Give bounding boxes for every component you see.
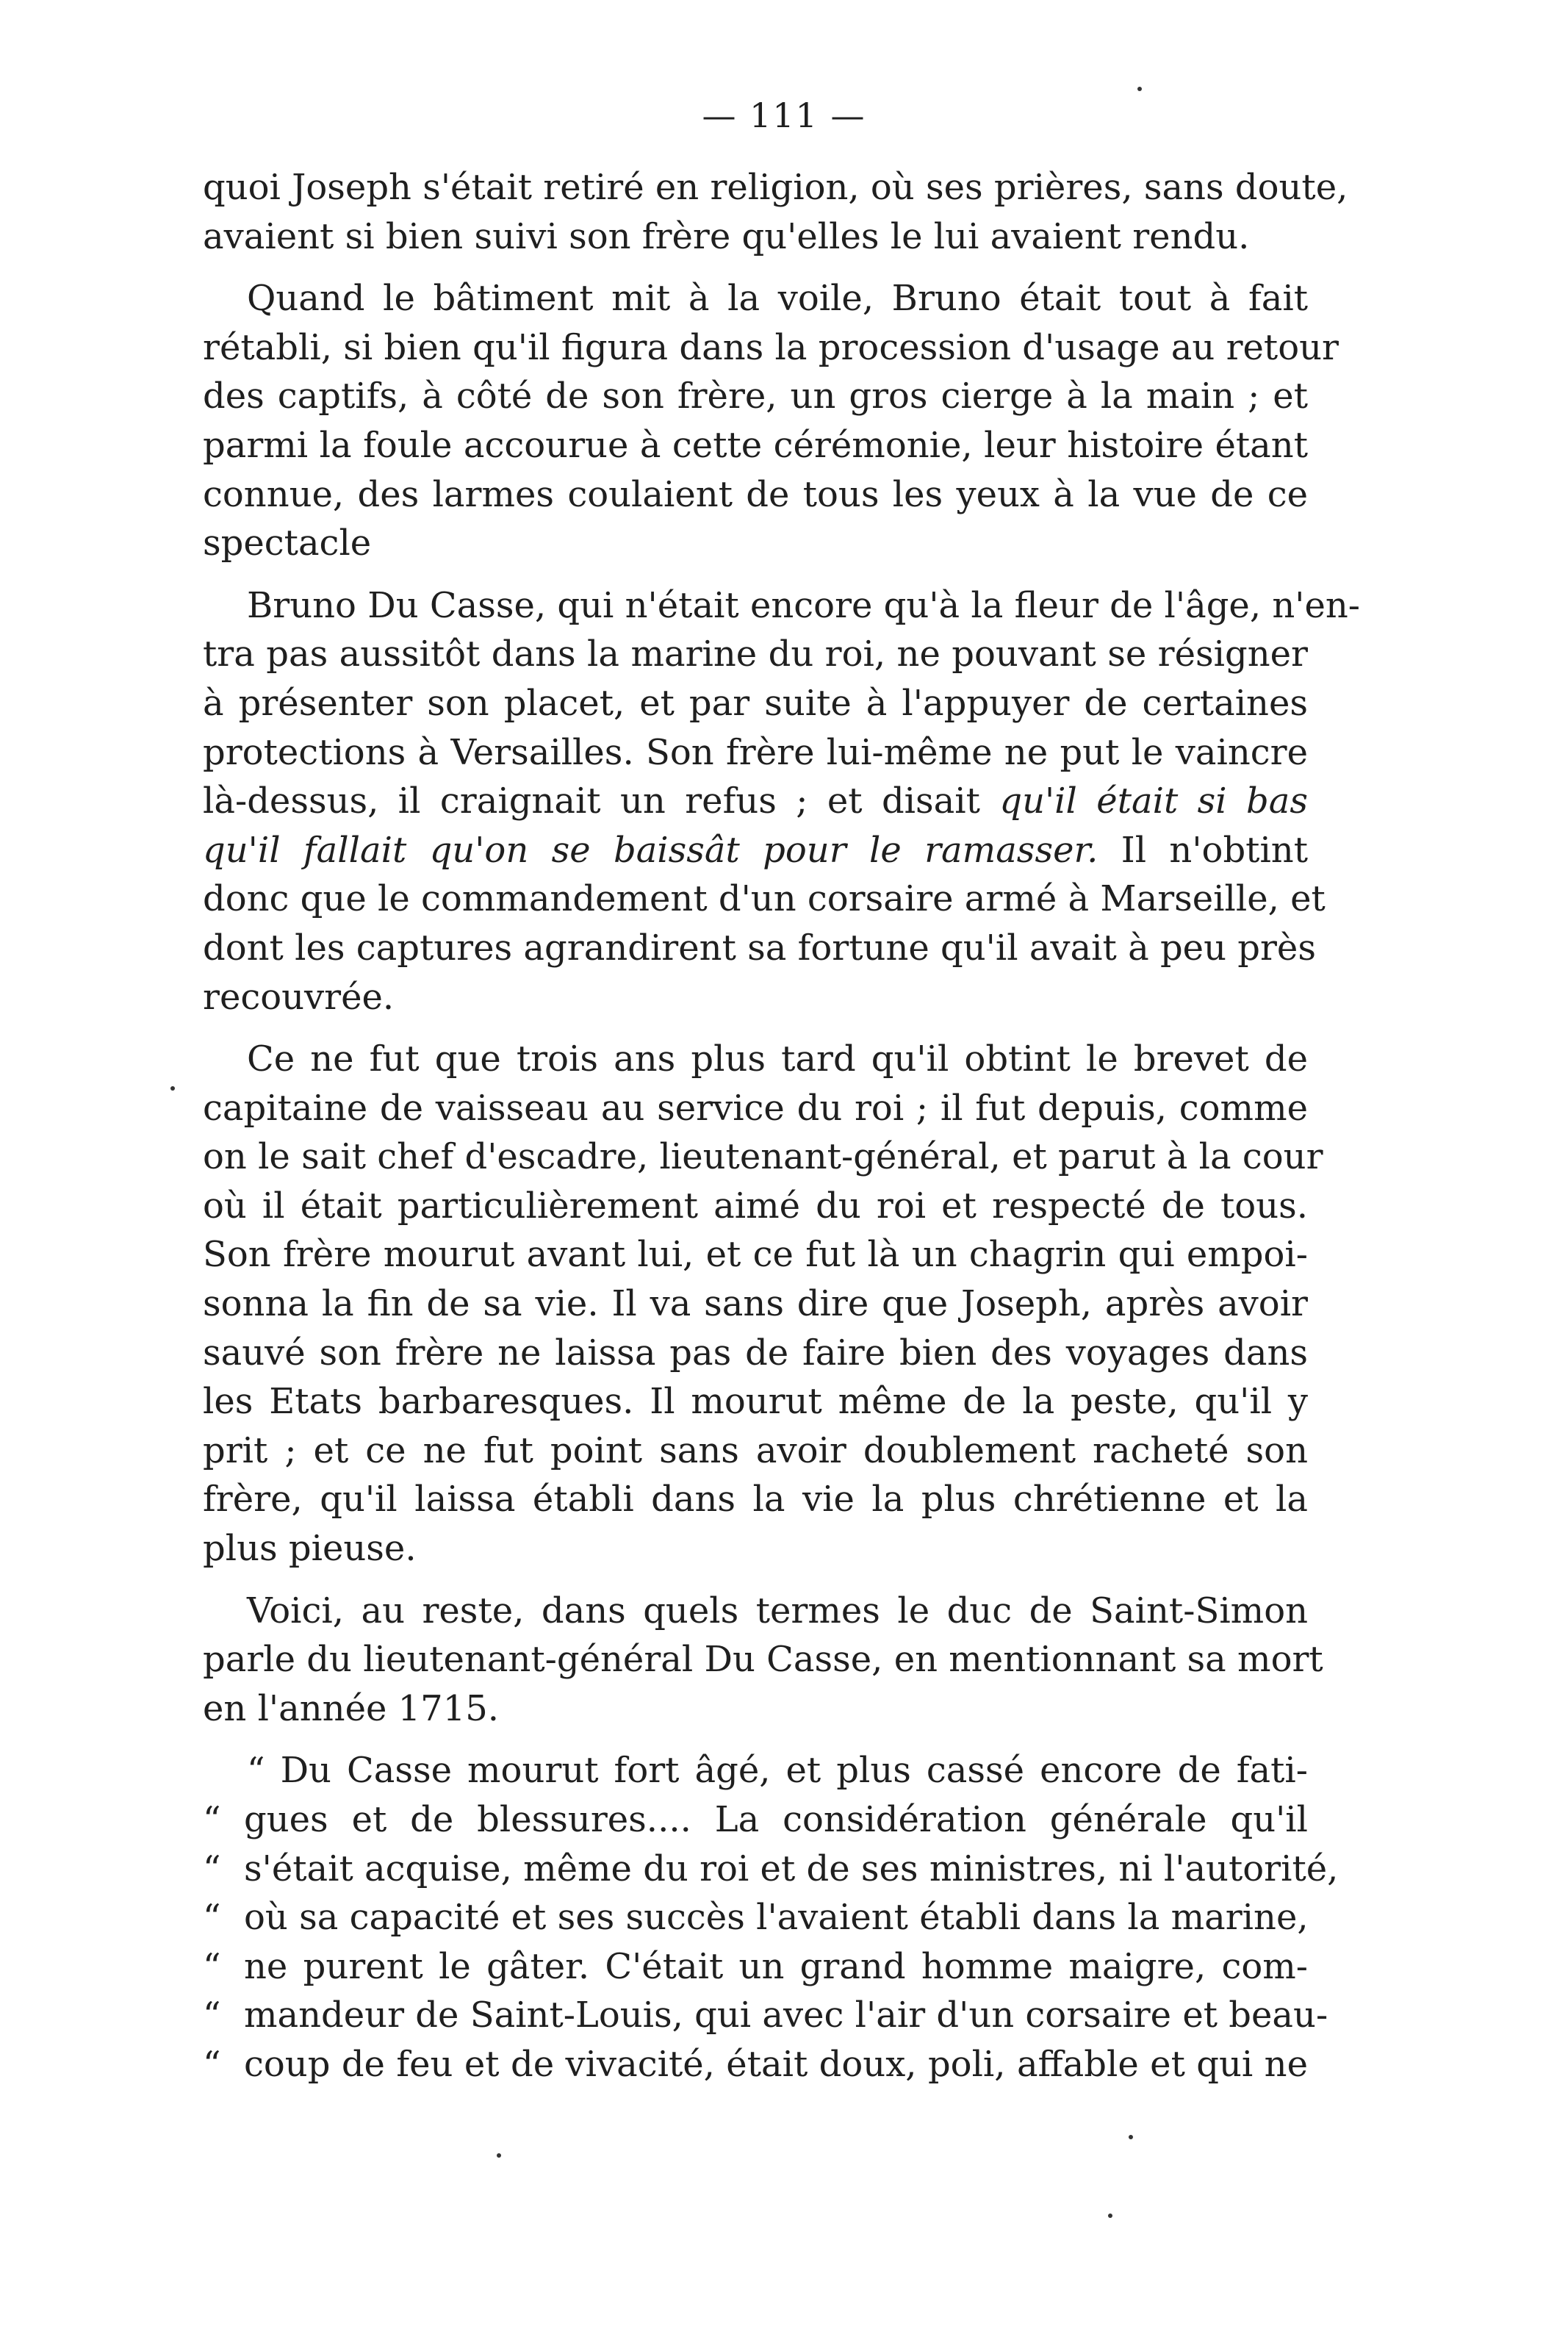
text-line-with-italic	[203, 777, 1308, 826]
quote-text: coup de feu et de vivacité, était doux, poli, affable et qui ne	[244, 2043, 1308, 2085]
quote-line	[203, 1893, 1308, 1942]
quote-mark: “	[203, 1995, 221, 2036]
quote-line	[203, 1845, 1339, 1894]
quote-line	[203, 1991, 1328, 2040]
text-line-with-italic	[203, 826, 1308, 875]
text-line: Son frère mourut avant lui, et ce fut là un chagrin qui empoi-	[203, 1234, 1308, 1276]
text-line: prit ; et ce ne fut point sans avoir doublement racheté son	[203, 1429, 1308, 1471]
text-line: dont les captures agrandirent sa fortune qu'il avait à peu près	[203, 927, 1316, 969]
text-line: tra pas aussitôt dans la marine du roi, ne pouvant se résigner	[203, 633, 1308, 675]
text-line: Voici, au reste, dans quels termes le duc de Saint-Simon	[247, 1590, 1308, 1631]
paragraph-1	[203, 163, 1348, 261]
quote-line	[203, 2040, 1308, 2089]
quote-text: où sa capacité et ses succès l'avaient établi dans la marine,	[244, 1897, 1309, 1939]
quote-line	[203, 1795, 1308, 1845]
text-line: Bruno Du Casse, qui n'était encore qu'à la fleur de l'âge, n'en-	[247, 584, 1360, 626]
text-line: où il était particulièrement aimé du roi et respecté de tous.	[203, 1185, 1308, 1227]
paragraph-5	[203, 1587, 1323, 1734]
page-number: — 111 —	[702, 96, 866, 135]
italic-quote: qu'il était si bas	[999, 780, 1309, 822]
paragraph-2	[203, 274, 1339, 568]
quote-mark: “	[203, 1799, 221, 1840]
quote-text: gues et de blessures.... La considération générale qu'il	[244, 1799, 1308, 1840]
text-line: protections à Versailles. Son frère lui-même ne put le vaincre	[203, 731, 1308, 773]
paragraph-4	[203, 1035, 1323, 1573]
scan-speck	[1137, 87, 1142, 91]
text-line: frère, qu'il laissa établi dans la vie la plus chrétienne et la	[203, 1479, 1308, 1521]
scan-speck	[170, 1086, 175, 1091]
text-line: quoi Joseph s'était retiré en religion, où ses prières, sans doute,	[203, 167, 1348, 208]
quote-text: s'était acquise, même du roi et de ses ministres, ni l'autorité,	[244, 1848, 1339, 1889]
text-line: parmi la foule accourue à cette cérémonie, leur histoire étant	[203, 424, 1308, 466]
text-line: plus pieuse.	[203, 1528, 417, 1570]
quote-mark: “	[203, 2043, 221, 2085]
text-line: à présenter son placet, et par suite à l'appuyer de certaines	[203, 682, 1308, 724]
text-line: spectacle	[203, 523, 372, 564]
text-line: capitaine de vaisseau au service du roi ; il fut depuis, comme	[203, 1087, 1308, 1129]
scan-speck	[1129, 2135, 1133, 2139]
text-line: recouvrée.	[203, 976, 395, 1018]
quote-mark: “	[203, 1848, 221, 1889]
text-line: rétabli, si bien qu'il figura dans la procession d'usage au retour	[203, 326, 1339, 368]
text-line: Quand le bâtiment mit à la voile, Bruno était tout à fait	[247, 278, 1308, 320]
text-line: les Etats barbaresques. Il mourut même de la peste, qu'il y	[203, 1381, 1308, 1423]
quote-mark: “	[203, 1945, 221, 1987]
text-line: parle du lieutenant-général Du Casse, en mentionnant sa mort	[203, 1639, 1323, 1681]
page-body	[203, 163, 1360, 2089]
text-line: avaient si bien suivi son frère qu'elles le lui avaient rendu.	[203, 215, 1250, 257]
text-line: en l'année 1715.	[203, 1687, 500, 1729]
text-line: des captifs, à côté de son frère, un gros cierge à la main ; et	[203, 376, 1308, 417]
quote-line: “ Du Casse mourut fort âgé, et plus cassé encore de fati-	[247, 1750, 1308, 1792]
italic-quote: qu'il fallait qu'on se baissât pour le ramasser.	[203, 829, 1098, 871]
text-line: sauvé son frère ne laissa pas de faire bien des voyages dans	[203, 1332, 1308, 1374]
text-line: Ce ne fut que trois ans plus tard qu'il obtint le brevet de	[247, 1038, 1308, 1080]
text-line: sonna la fin de sa vie. Il va sans dire que Joseph, après avoir	[203, 1283, 1308, 1325]
text-line: donc que le commandement d'un corsaire armé à Marseille, et	[203, 878, 1326, 920]
quote-text: mandeur de Saint-Louis, qui avec l'air d'un corsaire et beau-	[244, 1995, 1328, 2036]
text-segment: là-dessus, il craignait un refus ; et disait	[203, 780, 980, 822]
scan-speck	[497, 2153, 501, 2158]
text-line: on le sait chef d'escadre, lieutenant-général, et parut à la cour	[203, 1136, 1323, 1178]
quote-line	[203, 1942, 1308, 1992]
text-segment: Il n'obtint	[1098, 829, 1309, 871]
quote-mark: “	[203, 1897, 221, 1939]
quote-text: ne purent le gâter. C'était un grand homme maigre, com-	[244, 1945, 1308, 1987]
saint-simon-quote	[203, 1746, 1339, 2089]
text-line: connue, des larmes coulaient de tous les yeux à la vue de ce	[203, 473, 1308, 515]
paragraph-3	[203, 581, 1360, 1022]
scan-speck	[1108, 2214, 1112, 2218]
